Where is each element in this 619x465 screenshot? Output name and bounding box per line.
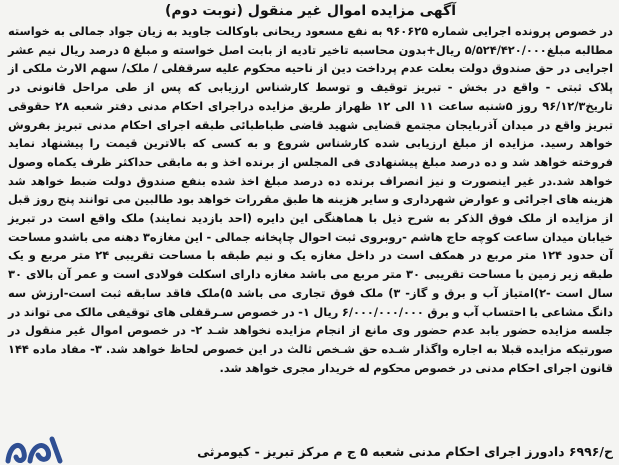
publisher-logo-icon bbox=[4, 431, 64, 465]
notice-title: آگهی مزایده اموال غیر منقول (نوبت دوم) bbox=[165, 3, 456, 19]
notice-signature: ح/۶۹۹۶ دادورز اجرای احکام مدنی شعبه ۵ ج م مرکز تبریز - کیومرثی bbox=[197, 444, 613, 459]
notice-body: در خصوص پرونده اجرایی شماره ۹۶۰۶۲۵ به نفع مسعود ریحانی باوکالت جاوید به زیان جواد جمالی به خواسته مطالبه مبلغ۵/۵۲۴/۴۲۰/۰۰۰ ریال+بدون محاسبه تاخیر تادیه از بابت اصل خواسته و مبلغ ۵ درصد ریال نیم عشر اجرایی در حق صندوق دولت بعلت عدم پرداخت دین از ناحیه محکوم علیه سرقفلی / ملک/ سهم الارث ملکی از پلاک ثبتی - واقع در بخش - تبریز توقیف و توسط کارشناس ارزیابی که پس از طی مراحل قانونی در تاریخ۹۶/۱۲/۳ روز ۵شنبه ساعت ۱۱ الی ۱۲ ظهراز طریق مزایده دراجرای احکام مدنی دفتر شعبه ۲۸ حقوقی تبریز واقع در میدان آذربایجان مجتمع قضایی شهید قاضی طباطبائی طبقه اجرای احکام مدنی تبریز بفروش خواهد رسید. مزایده از مبلغ ارزیابی شده کارشناس شروع و به کسی که بالاترین قیمت را پیشنهاد نماید فروخته خواهد شد و ده درصد مبلغ پیشنهادی فی المجلس از برنده اخذ و به مابقی حداکثر ظرف یکماه وصول خواهد شد.در غیر اینصورت و نیز انصراف برنده ده درصد مبلغ اخذ شده بنفع صندوق دولت ضبط خواهد شد هزینه های اجرائی و عوارض شهرداری و سایر هزینه ها طبق مقررات خواهد بود طالبین می توانند پنج روز قبل از مزایده از ملک فوق الذکر به شرح ذیل با هماهنگی این دایره (احد بازدید نمایند) ملک واقع است در تبریز خیابان میدان ساعت کوچه حاج هاشم -روبروی ثبت احوال چاپخانه جمالی - این مغازه۳ دهنه می باشدو مساحت آن حدود ۱۲۴ متر مربع در همکف است در داخل مغازه یک و نیم طبقه با مساحت تقریبی ۲۴ متر مربع و یک طبقه زیر زمین با مساحت تقریبی ۳۰ متر مربع می باشد مغازه دارای اسکلت فولادی است و عمر آن بالای ۳۰ سال است -۲)امتیاز آب و برق و گاز- ۳) ملک فوق تجاری می باشد ۵)ملک فاقد سابقه ثبت است-ارزش سه دانگ مشاعی با احتساب آب و برق ۶/۰۰۰/۰۰۰/۰۰۰ ریال ۱- در خصوص سـرقفلی های توقیفی مالک می تواند در جلسه مزایده حضور یابد عدم حضور وی مانع از انجام مزایده نخواهد شـد ۲- در خصوص اموال غیر منقول در صورتیکه مزایده قبلا به اجاره واگذار شـده حق شـخص ثالث در این خصوص لحاظ خواهد شد. ۳- مفاد ماده ۱۴۴ قانون اجرای احکام مدنی در خصوص محکوم له خریدار مجری خواهد شد. bbox=[8, 24, 614, 375]
